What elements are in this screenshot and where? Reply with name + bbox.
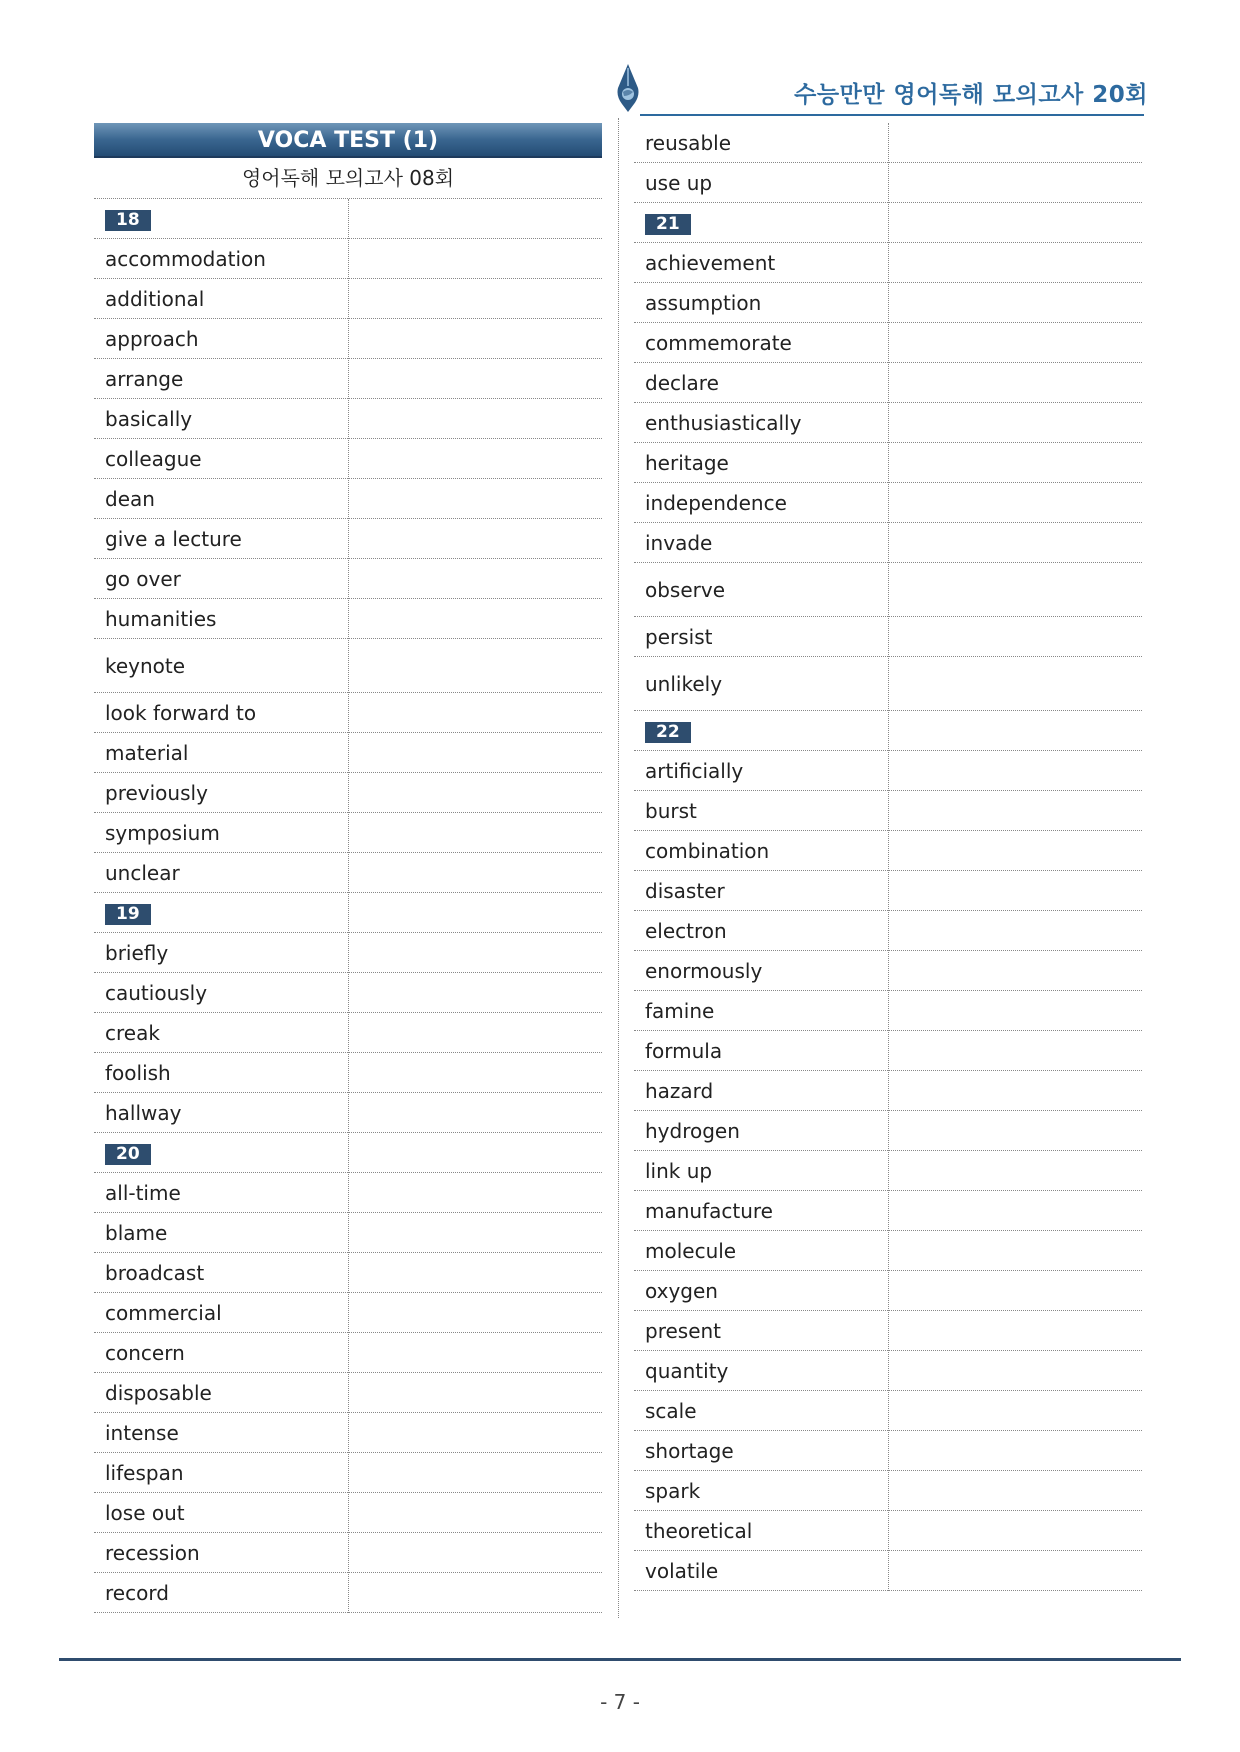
question-number-badge: 18 — [105, 210, 151, 231]
question-number-badge: 22 — [645, 722, 691, 743]
vocab-word: symposium — [105, 820, 220, 845]
vocab-word: combination — [645, 838, 770, 863]
answer-blank[interactable] — [348, 399, 602, 438]
answer-blank[interactable] — [348, 1293, 602, 1332]
answer-blank[interactable] — [888, 203, 1142, 242]
header-title: 수능만만 영어독해 모의고사 20회 — [794, 82, 1148, 108]
answer-blank[interactable] — [888, 751, 1142, 790]
vocab-word: intense — [105, 1420, 179, 1445]
column-divider — [618, 118, 619, 1618]
answer-blank[interactable] — [888, 1471, 1142, 1510]
answer-blank[interactable] — [348, 479, 602, 518]
answer-blank[interactable] — [348, 599, 602, 638]
vocab-word: basically — [105, 406, 193, 431]
pen-nib-logo-icon — [612, 62, 644, 114]
answer-blank[interactable] — [888, 991, 1142, 1030]
answer-blank[interactable] — [348, 1373, 602, 1412]
vocab-word: disposable — [105, 1380, 212, 1405]
right-column — [634, 123, 1142, 1591]
answer-column-divider — [888, 123, 889, 1591]
answer-blank[interactable] — [348, 1093, 602, 1132]
answer-blank[interactable] — [888, 657, 1142, 710]
answer-blank[interactable] — [348, 1213, 602, 1252]
answer-blank[interactable] — [348, 1333, 602, 1372]
answer-blank[interactable] — [348, 439, 602, 478]
vocab-word: approach — [105, 326, 199, 351]
vocab-word: accommodation — [105, 246, 266, 271]
page-number: - 7 - — [600, 1690, 640, 1714]
vocab-word: assumption — [645, 290, 762, 315]
vocab-word: dean — [105, 486, 155, 511]
answer-blank[interactable] — [888, 123, 1142, 162]
vocab-word: formula — [645, 1038, 723, 1063]
answer-blank[interactable] — [888, 1231, 1142, 1270]
vocab-word: molecule — [645, 1238, 737, 1263]
vocab-word: cautiously — [105, 980, 208, 1005]
question-number-cell — [94, 206, 348, 231]
answer-blank[interactable] — [348, 733, 602, 772]
vocab-word: achievement — [645, 250, 776, 275]
vocab-word: creak — [105, 1020, 160, 1045]
answer-blank[interactable] — [348, 1533, 602, 1572]
vocab-word: recession — [105, 1540, 200, 1565]
answer-blank[interactable] — [348, 1053, 602, 1092]
answer-blank[interactable] — [888, 1271, 1142, 1310]
vocab-word: go over — [105, 566, 181, 591]
answer-blank[interactable] — [348, 933, 602, 972]
vocab-word: enormously — [645, 958, 763, 983]
answer-blank[interactable] — [888, 831, 1142, 870]
answer-blank[interactable] — [888, 791, 1142, 830]
answer-blank[interactable] — [888, 1431, 1142, 1470]
vocab-word: previously — [105, 780, 208, 805]
answer-blank[interactable] — [348, 1573, 602, 1612]
vocab-word: keynote — [105, 653, 186, 678]
answer-blank[interactable] — [888, 1511, 1142, 1550]
answer-blank[interactable] — [348, 973, 602, 1012]
answer-blank[interactable] — [888, 363, 1142, 402]
answer-blank[interactable] — [888, 1391, 1142, 1430]
answer-blank[interactable] — [348, 773, 602, 812]
vocab-word: disaster — [645, 878, 725, 903]
vocab-word: invade — [645, 530, 713, 555]
left-vocab-list — [94, 199, 602, 1613]
voca-test-banner: VOCA TEST (1) — [94, 123, 602, 158]
vocab-word: unlikely — [645, 671, 723, 696]
vocab-word: electron — [645, 918, 727, 943]
answer-column-divider — [348, 199, 349, 1613]
vocab-word: foolish — [105, 1060, 171, 1085]
footer-rule — [59, 1658, 1181, 1661]
answer-blank[interactable] — [888, 1351, 1142, 1390]
left-column — [94, 123, 602, 1613]
vocab-word: colleague — [105, 446, 202, 471]
right-vocab-list — [634, 123, 1142, 1591]
answer-blank[interactable] — [888, 1311, 1142, 1350]
answer-blank[interactable] — [348, 1013, 602, 1052]
answer-blank[interactable] — [888, 617, 1142, 656]
question-number-badge: 21 — [645, 214, 691, 235]
vocab-word: manufacture — [645, 1198, 773, 1223]
vocab-word: lifespan — [105, 1460, 184, 1485]
vocab-word: oxygen — [645, 1278, 718, 1303]
answer-blank[interactable] — [888, 711, 1142, 750]
answer-blank[interactable] — [888, 911, 1142, 950]
question-number-cell — [634, 210, 888, 235]
vocab-word: link up — [645, 1158, 713, 1183]
answer-blank[interactable] — [348, 279, 602, 318]
vocab-word: unclear — [105, 860, 180, 885]
vocab-word: give a lecture — [105, 526, 242, 551]
vocab-word: briefly — [105, 940, 169, 965]
answer-blank[interactable] — [888, 1111, 1142, 1150]
vocab-word: present — [645, 1318, 722, 1343]
answer-blank[interactable] — [348, 693, 602, 732]
answer-blank[interactable] — [888, 1151, 1142, 1190]
answer-blank[interactable] — [348, 1493, 602, 1532]
vocab-word: theoretical — [645, 1518, 753, 1543]
question-number-cell — [634, 718, 888, 743]
answer-blank[interactable] — [888, 1071, 1142, 1110]
vocab-word: additional — [105, 286, 205, 311]
question-number-cell — [94, 1140, 348, 1165]
answer-blank[interactable] — [888, 1191, 1142, 1230]
answer-blank[interactable] — [348, 639, 602, 692]
answer-blank[interactable] — [888, 163, 1142, 202]
vocab-word: material — [105, 740, 189, 765]
answer-blank[interactable] — [348, 1413, 602, 1452]
answer-blank[interactable] — [888, 871, 1142, 910]
answer-blank[interactable] — [888, 1031, 1142, 1070]
vocab-word: record — [105, 1580, 169, 1605]
answer-blank[interactable] — [348, 519, 602, 558]
vocab-word: lose out — [105, 1500, 185, 1525]
answer-blank[interactable] — [348, 319, 602, 358]
answer-blank[interactable] — [888, 1551, 1142, 1590]
answer-blank[interactable] — [348, 1173, 602, 1212]
answer-blank[interactable] — [888, 563, 1142, 616]
vocab-word: all-time — [105, 1180, 181, 1205]
vocab-word: hallway — [105, 1100, 182, 1125]
vocab-word: burst — [645, 798, 697, 823]
answer-blank[interactable] — [348, 1133, 602, 1172]
answer-blank[interactable] — [348, 893, 602, 932]
answer-blank[interactable] — [888, 483, 1142, 522]
vocab-word: blame — [105, 1220, 168, 1245]
vocab-word: observe — [645, 577, 726, 602]
vocab-word: concern — [105, 1340, 185, 1365]
vocab-word: quantity — [645, 1358, 729, 1383]
answer-blank[interactable] — [348, 359, 602, 398]
vocab-word: artificially — [645, 758, 744, 783]
answer-blank[interactable] — [348, 239, 602, 278]
answer-blank[interactable] — [348, 1253, 602, 1292]
answer-blank[interactable] — [888, 523, 1142, 562]
vocab-word: humanities — [105, 606, 217, 631]
vocab-word: famine — [645, 998, 715, 1023]
question-number-badge: 19 — [105, 904, 151, 925]
answer-blank[interactable] — [348, 559, 602, 598]
answer-blank[interactable] — [348, 853, 602, 892]
vocab-word: commercial — [105, 1300, 222, 1325]
question-number-badge: 20 — [105, 1144, 151, 1165]
answer-blank[interactable] — [888, 403, 1142, 442]
vocab-word: use up — [645, 170, 713, 195]
vocab-word: scale — [645, 1398, 697, 1423]
vocab-word: independence — [645, 490, 787, 515]
answer-blank[interactable] — [348, 813, 602, 852]
vocab-word: persist — [645, 624, 713, 649]
vocab-word: shortage — [645, 1438, 734, 1463]
question-number-cell — [94, 900, 348, 925]
answer-blank[interactable] — [348, 199, 602, 238]
test-subtitle: 영어독해 모의고사 08회 — [94, 158, 602, 199]
vocab-word: broadcast — [105, 1260, 205, 1285]
answer-blank[interactable] — [888, 323, 1142, 362]
vocab-word: enthusiastically — [645, 410, 802, 435]
vocab-word: commemorate — [645, 330, 792, 355]
vocab-word: hydrogen — [645, 1118, 740, 1143]
vocab-word: volatile — [645, 1558, 719, 1583]
answer-blank[interactable] — [888, 283, 1142, 322]
answer-blank[interactable] — [888, 951, 1142, 990]
vocab-word: arrange — [105, 366, 184, 391]
header-rule — [640, 114, 1144, 116]
answer-blank[interactable] — [888, 243, 1142, 282]
vocab-word: reusable — [645, 130, 731, 155]
answer-blank[interactable] — [888, 443, 1142, 482]
vocab-word: look forward to — [105, 700, 257, 725]
vocab-word: declare — [645, 370, 719, 395]
vocab-word: spark — [645, 1478, 701, 1503]
answer-blank[interactable] — [348, 1453, 602, 1492]
vocab-word: hazard — [645, 1078, 714, 1103]
vocab-word: heritage — [645, 450, 729, 475]
